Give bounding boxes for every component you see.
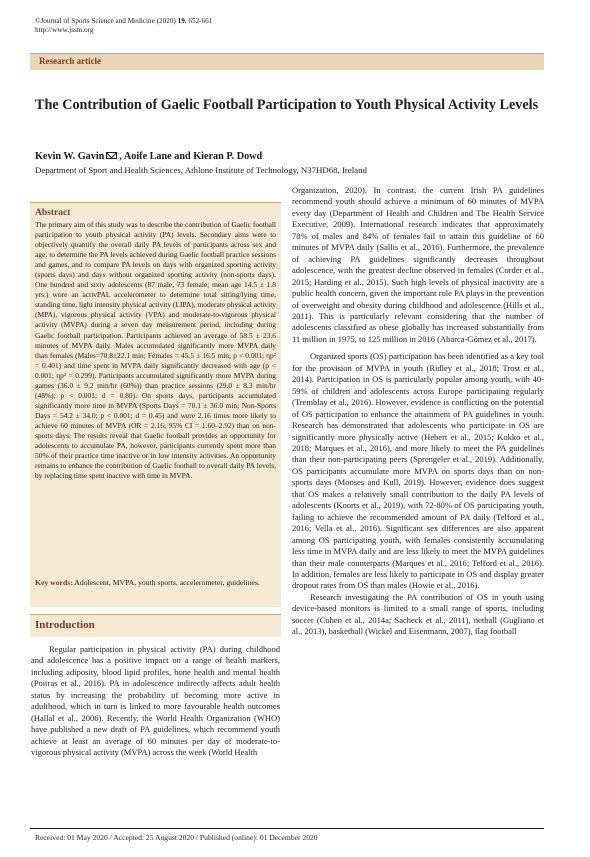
journal-volume: 19 — [177, 17, 185, 25]
abstract-box — [30, 202, 281, 607]
keywords-label: Key words: — [35, 578, 73, 587]
author-affiliation: Department of Sport and Health Sciences, Athlone Institute of Technology, N37HD68, Ireland — [35, 165, 367, 175]
article-type-label: Research article — [39, 56, 102, 66]
keywords — [35, 578, 276, 588]
author-others: , Aoife Lane and Kieran P. Dowd — [119, 151, 263, 162]
intro-paragraph-1-cont: Organization, 2020). In contrast, the current Irish PA guidelines recommend youth should achieve a minimum of 60 minutes of MVPA every day (Department of Health and Children and The Health Service Executive, 2009). International research indicates that approximately 78% of males and 84% of females fail to attain this guideline of 60 minutes of MVPA daily (Sallis et al., 2016). Furthermore, the prevalence of achieving PA guidelines significantly decreases throughout adolescence, with the greatest decline observed in females (Corder et al., 2015; Harding et al., 2015). Such high levels of physical inactivity are a public health concern, given the important role PA plays in the prevention of overweight and obesity during childhood and adolescence (Hills et al., 2011). This is particularly relevant considering that the number of adolescents classified as obese globally has increased substantially from 11 million in 1975, to 125 million in 2016 (Abarca-Gómez et al., 2017). — [292, 185, 544, 344]
email-envelope-icon[interactable] — [106, 152, 117, 159]
journal-pages: , 652-661 — [184, 17, 213, 25]
intro-paragraph-1: Regular participation in physical activity (PA) during childhood and adolescence has a positive impact on a range of health markers, including adiposity, blood lipid profiles, bone health and mental health (Poitras et al., 2016). PA in adolescence indirectly affects adult health status by increasing the probability of becoming more active in adulthood, which in turn is linked to more favourable health outcomes (Hallal et al., 2006). Recently, the World Health Organization (WHO) have published a new draft of PA guidelines, which recommend youth achieve at least an average of 60 minutes per day of moderate-to-vigorous physical activity (MVPA) across the week (World Health — [31, 644, 280, 758]
intro-paragraph-3: Research investigating the PA contribution of OS in youth using device-based monitors is limited to a small range of sports, including soccer (Cohen et al., 2014a; Sacheck et al., 2011), netball (Gugliano et al., 2013), basketball (Wickel and Eisenmann, 2007), flag football — [292, 591, 544, 637]
publication-dates: Received: 01 May 2020 / Accepted: 25 August 2020 / Published (online): 01 December 2020 — [35, 833, 318, 842]
abstract-heading: Abstract — [35, 208, 71, 218]
article-title: The Contribution of Gaelic Football Participation to Youth Physical Activity Levels — [35, 97, 539, 113]
right-column-text — [292, 185, 544, 638]
author-corresponding: Kevin W. Gavin — [35, 151, 105, 162]
left-column-text — [31, 644, 280, 759]
journal-name: ©Journal of Sports Science and Medicine (2020) — [35, 17, 176, 25]
journal-url[interactable]: http://www.jssm.org — [35, 26, 94, 34]
introduction-heading: Introduction — [35, 619, 95, 631]
footer-divider — [30, 828, 544, 829]
journal-citation — [35, 17, 212, 35]
author-list — [35, 151, 262, 162]
abstract-body: The primary aim of this study was to describe the contribution of Gaelic football participation to youth physical activity (PA) levels. Secondary aims were to objectively quantify the overall daily PA levels of participants across sex and age, to determine the PA levels achieved during Gaelic football practice sessions and games, and to compare PA levels on days with organized sporting activity (sports days) and days without organized sporting activity (non-sports days). One hundred and sixty adolescents (87 male, 73 female; mean age 14.5 ± 1.8 yrs.) wore an activPAL accelerometer to determine total sitting/lying time, standing time, light intensity physical activity (LIPA), moderate physical activity (MPA), vigorous physical activity (VPA) and moderate-to-vigorous physical activity (MVPA) during a seven day measurement period, including during Gaelic football participation. Participants achieved an average of 58.5 ± 23.6 minutes of MVPA daily. Males accumulated significantly more MVPA daily than females (Males=70.8±22.1 min; Females = 45.5 ± 16.5 min; p < 0.001; ηp² = 0.401) and time spent in MVPA daily significantly decreased with age (p < 0.001; ηp² = 0.299). Participants accumulated significantly more MVPA during games (36.0 ± 9.2 min/hr (60%)) than practice sessions (29.0 ± 8.3 min/hr (48%); p < 0.001; d = 0.80). On sports days, participants accumulated significantly more time in MVPA (Sports Days = 70.1 ± 36.0 min; Non-Sports Days = 54.2 ± 34.0; p < 0.001; d = 0.45) and were 2.16 times more likely to achieve 60 minutes of MVPA (OR = 2.16; 95% CI = 1.60–2.92) than on non-sports days. The results reveal that Gaelic football provides an opportunity for adolescents to accumulate PA, however, participants currently spent more than 50% of their practice time inactive or in low intensity activities. An opportunity remains to enhance the contribution of Gaelic football to overall daily PA levels, by replacing time spent inactive with time in MVPA. — [35, 220, 276, 481]
article-type-banner — [30, 53, 544, 70]
intro-paragraph-2: Organized sports (OS) participation has been identified as a key tool for the provision of MVPA in youth (Ridley et al., 2018; Trost et al., 2014). Participation in OS is particularly popular among youth, with 40-59% of children and adolescents across Europe participating regularly (Tremblay et al., 2016). However, evidence is conflicting on the potential of OS participation to enhance the attainment of PA guidelines in youth. Research has demonstrated that adolescents who participate in OS are significantly more physically active (Hebert et al., 2015; Kokko et al., 2018; Marques et al., 2016), and more likely to meet the PA guidelines than their non-participating peers (Sprengeler et al., 2019). Additionally, OS participants accumulate more MVPA on sports days than on non-sports days (Mooses and Kull, 2019). However, evidence does suggest that OS makes a relatively small contribution to the daily PA levels of adolescents (Koorts et al., 2019), with 72-80% of OS participating youth, failing to achieve the recommended amount of PA daily (Telford et al., 2016; Vella et al., 2016). Significant sex differences are also apparent among OS participating youth, with females consistently accumulating less time in MVPA daily and are less likely to meet the MVPA guidelines than their male counterparts (Marques et al., 2016; Telford et al., 2016). In addition, females are less likely to participate in OS and display greater dropout rates from OS than males (Howie et al., 2016). — [292, 351, 544, 591]
introduction-heading-bar — [30, 614, 281, 637]
keywords-list: Adolescent, MVPA, youth sports, accelerometer, guidelines. — [72, 578, 260, 587]
